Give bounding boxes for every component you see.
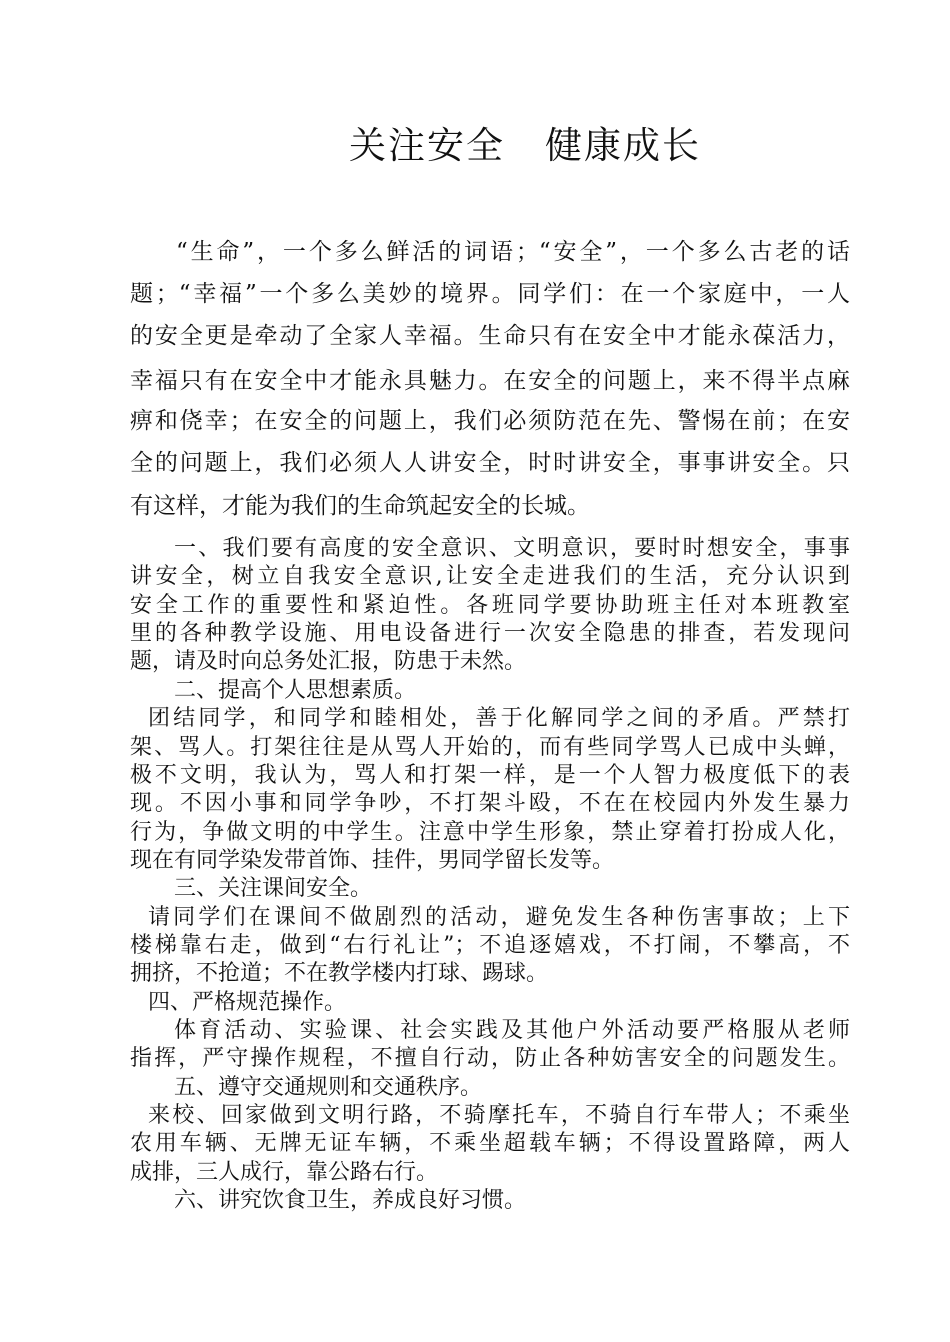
intro-line: 全的问题上，我们必须人人讲安全，时时讲安全，事事讲安全。只 (130, 450, 850, 476)
body-line: 拥挤，不抢道；不在教学楼内打球、踢球。 (130, 961, 549, 986)
body-line: 安全工作的重要性和紧迫性。各班同学要协助班主任对本班教室 (130, 593, 850, 618)
page-title (0, 122, 950, 170)
body-line: 体育活动、实验课、社会实践及其他户外活动要严格服从老师 (174, 1018, 850, 1043)
body-line: 来校、回家做到文明行路，不骑摩托车，不骑自行车带人；不乘坐 (148, 1103, 850, 1128)
body-line: 里的各种教学设施、用电设备进行一次安全隐患的排查，若发现问 (130, 621, 850, 646)
body-line: 极不文明，我认为，骂人和打架一样，是一个人智力极度低下的表 (130, 763, 850, 788)
body-line: 题，请及时向总务处汇报，防患于未然。 (130, 649, 527, 674)
body-line: 行为，争做文明的中学生。注意中学生形象，禁止穿着打扮成人化， (130, 820, 850, 845)
section-heading: 四、严格规范操作。 (148, 990, 347, 1015)
section-heading: 二、提高个人思想素质。 (174, 678, 417, 703)
title-part-1: 关注安全 (349, 124, 505, 167)
section-heading: 五、遵守交通规则和交通秩序。 (174, 1075, 483, 1100)
body-line: 一、我们要有高度的安全意识、文明意识，要时时想安全，事事 (174, 536, 850, 561)
intro-line: 有这样，才能为我们的生命筑起安全的长城。 (130, 493, 590, 519)
section-heading: 六、讲究饮食卫生，养成良好习惯。 (174, 1188, 527, 1213)
title-part-2: 健康成长 (545, 124, 701, 167)
intro-line: 题；“幸福”一个多么美妙的境界。同学们：在一个家庭中，一人 (130, 281, 850, 307)
intro-line: 的安全更是牵动了全家人幸福。生命只有在安全中才能永葆活力， (130, 323, 850, 349)
body-line: 请同学们在课间不做剧烈的活动，避免发生各种伤害事故；上下 (148, 905, 850, 930)
body-line: 现在有同学染发带首饰、挂件，男同学留长发等。 (130, 848, 615, 873)
intro-line: 幸福只有在安全中才能永具魅力。在安全的问题上，来不得半点麻 (130, 368, 850, 394)
body-line: 农用车辆、无牌无证车辆，不乘坐超载车辆；不得设置路障，两人 (130, 1131, 850, 1156)
body-line: 成排，三人成行，靠公路右行。 (130, 1160, 439, 1185)
section-heading: 三、关注课间安全。 (174, 876, 373, 901)
intro-line: “生命”，一个多么鲜活的词语；“安全”，一个多么古老的话 (176, 239, 850, 265)
body-line: 团结同学，和同学和睦相处，善于化解同学之间的矛盾。严禁打 (148, 706, 850, 731)
body-line: 楼梯靠右走，做到“右行礼让”；不追逐嬉戏，不打闹，不攀高，不 (130, 933, 850, 958)
intro-line: 痹和侥幸；在安全的问题上，我们必须防范在先、警惕在前；在安 (130, 408, 850, 434)
body-line: 现。不因小事和同学争吵，不打架斗殴，不在在校园内外发生暴力 (130, 791, 850, 816)
body-line: 指挥，严守操作规程，不擅自行动，防止各种妨害安全的问题发生。 (130, 1046, 850, 1071)
body-line: 讲安全，树立自我安全意识,让安全走进我们的生活，充分认识到 (130, 564, 850, 589)
body-line: 架、骂人。打架往往是从骂人开始的，而有些同学骂人已成中头蝉， (130, 735, 850, 760)
